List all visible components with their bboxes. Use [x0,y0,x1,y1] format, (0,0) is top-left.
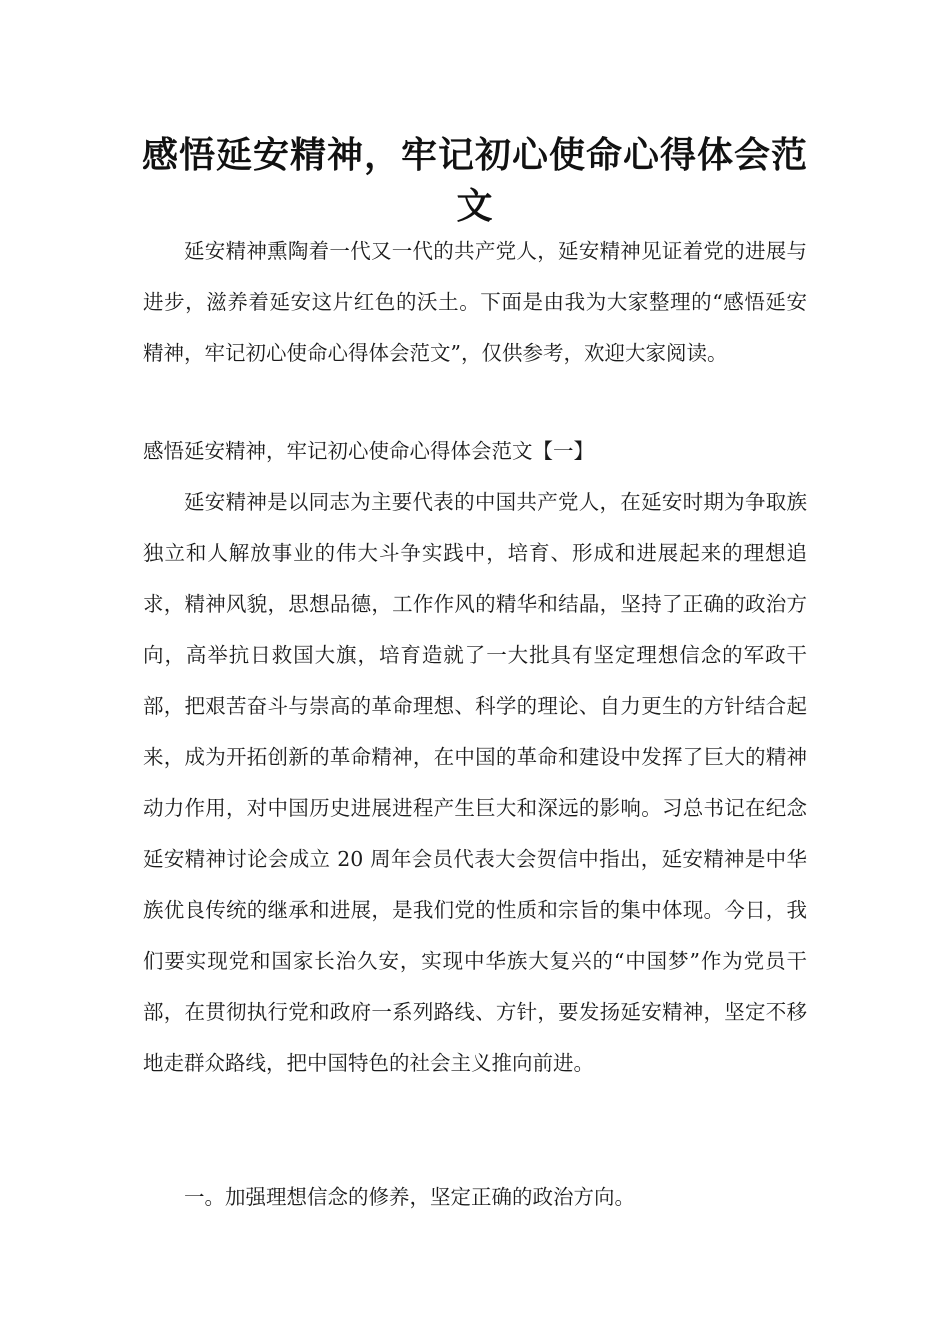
document-title: 感悟延安精神，牢记初心使命心得体会范文 [141,135,808,227]
intro-paragraph: 延安精神熏陶着一代又一代的共产党人，延安精神见证着党的进展与进步，滋养着延安这片红色的沃土。下面是由我为大家整理的“感悟延安精神，牢记初心使命心得体会范文”，仅供参考，欢迎大家阅读。 [143,239,807,365]
point-one-heading: 一。加强理想信念的修养，坚定正确的政治方向。 [184,1185,635,1209]
body-paragraph: 延安精神是以同志为主要代表的中国共产党人，在延安时期为争取族独立和人解放事业的伟大斗争实践中，培育、形成和进展起来的理想追求，精神风貌，思想品德，工作作风的精华和结晶，坚持了正确的政治方向，高举抗日救国大旗，培育造就了一大批具有坚定理想信念的军政干部，把艰苦奋斗与崇高的革命理想、科学的理论、自力更生的方针结合起来，成为开拓创新的革命精神，在中国的革命和建设中发挥了巨大的精神动力作用，对中国历史进展进程产生巨大和深远的影响。习总书记在纪念延安精神讨论会成立 20 周年会员代表大会贺信中指出，延安精神是中华族优良传统的继承和进展，是我们党的性质和宗旨的集中体现。今日，我们要实现党和国家长治久安，实现中华族大复兴的“中国梦”作为党员干部，在贯彻执行党和政府一系列路线、方针，要发扬延安精神，坚定不移地走群众路线，把中国特色的社会主义推向前进。 [143,490,807,1075]
section-heading: 感悟延安精神，牢记初心使命心得体会范文【一】 [143,439,594,463]
